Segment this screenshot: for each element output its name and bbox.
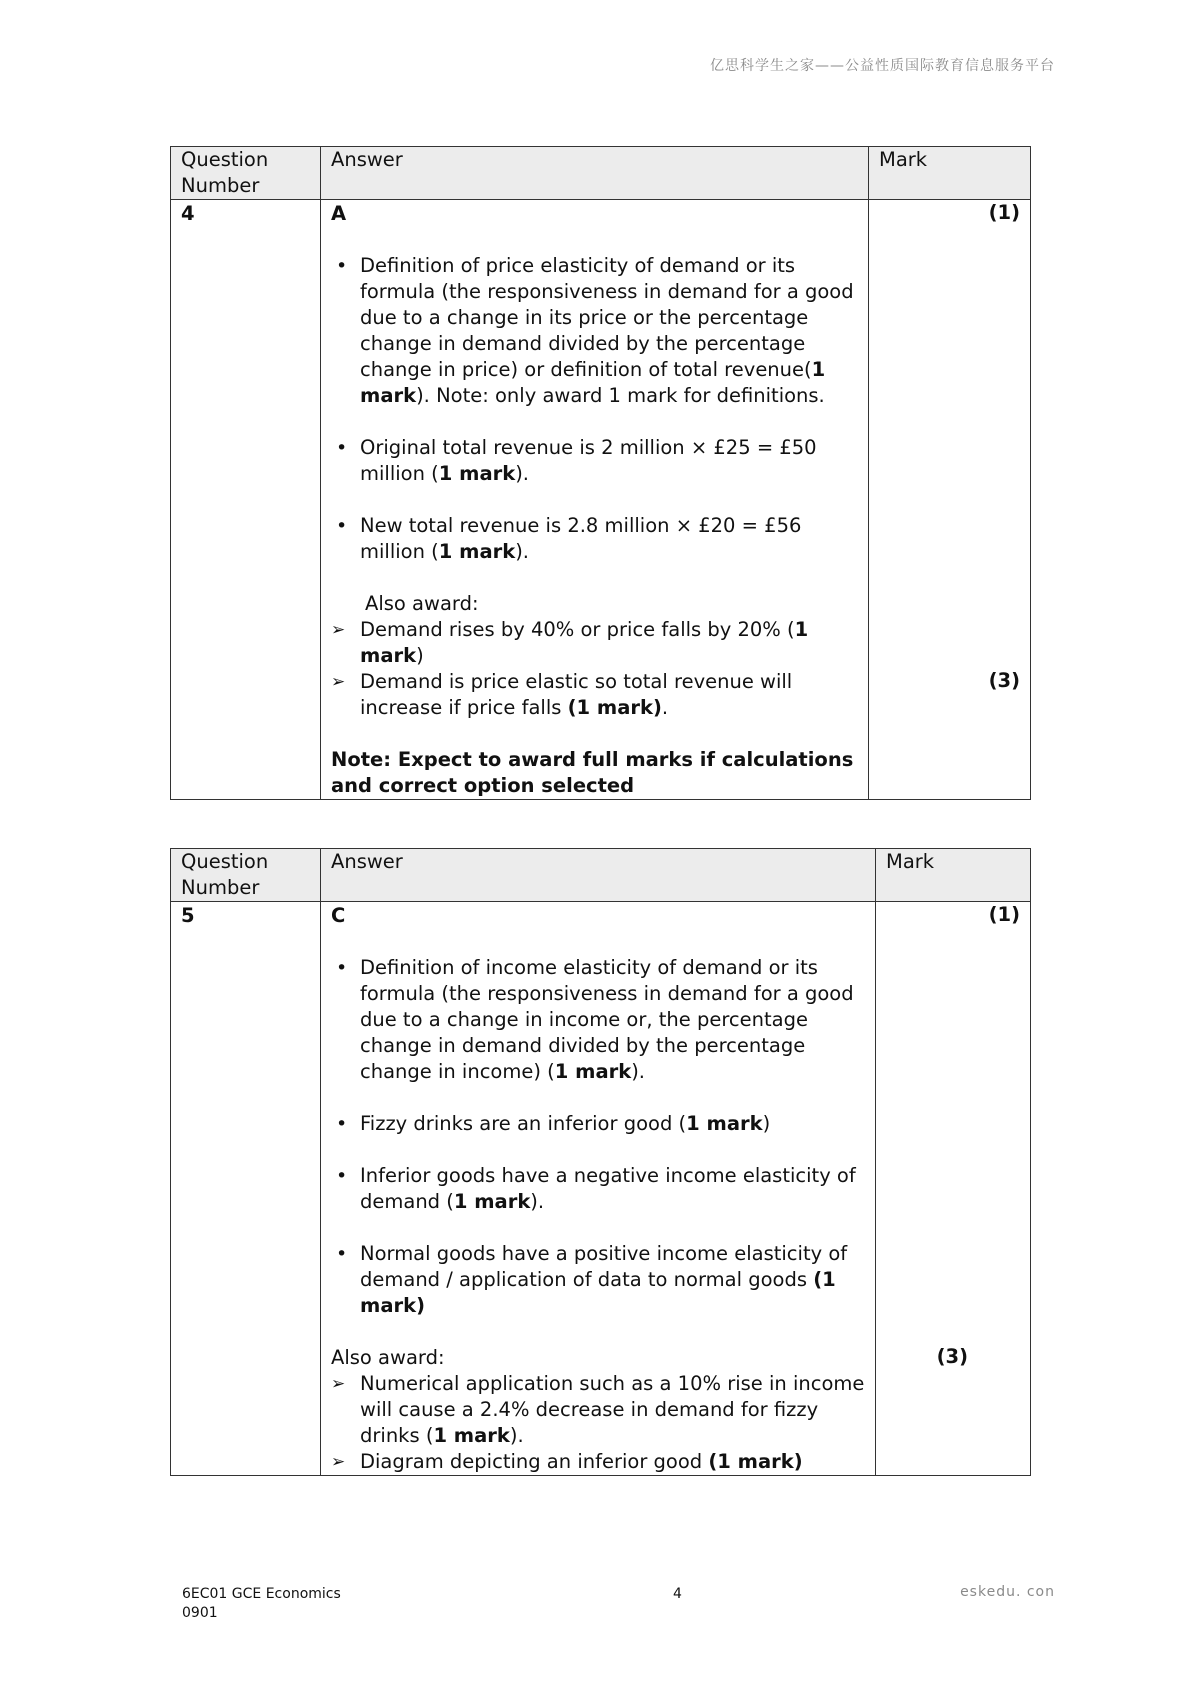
- also-award-item: ➢ Numerical application such as a 10% rise in income will cause a 2.4% decrease in demand for fizzy drinks (1 mark).: [331, 1371, 865, 1449]
- mark-value: (3): [988, 669, 1020, 692]
- question-number: 4: [171, 200, 321, 800]
- question-number: 5: [171, 902, 321, 1476]
- header-question-number: [171, 147, 321, 200]
- mark-cell: [876, 902, 1031, 1476]
- question-4-row: [171, 200, 1031, 800]
- criterion-bullet: • Definition of price elasticity of demand or its formula (the responsiveness in demand for a good due to a change in its price or the percentage change in demand divided by the percentage change in price) or definition of total revenue(1 mark). Note: only award 1 mark for definitions.: [331, 253, 858, 409]
- answer-cell: [321, 902, 876, 1476]
- question-5-row: [171, 902, 1031, 1476]
- header-question-number: [171, 849, 321, 902]
- criterion-bullet: • Original total revenue is 2 million × £25 = £50 million (1 mark).: [331, 435, 858, 487]
- criterion-bullet: • Inferior goods have a negative income elasticity of demand (1 mark).: [331, 1163, 865, 1215]
- footer-site: eskedu. con: [960, 1584, 1055, 1600]
- header-answer: Answer: [321, 147, 869, 200]
- also-award-label: Also award:: [365, 592, 479, 615]
- page-header: 亿思科学生之家——公益性质国际教育信息服务平台: [710, 58, 1055, 74]
- mark-value: (3): [936, 1345, 968, 1368]
- also-award-item: ➢ Demand is price elastic so total revenue will increase if price falls (1 mark).: [331, 669, 858, 721]
- criterion-bullet: • New total revenue is 2.8 million × £20 = £56 million (1 mark).: [331, 513, 858, 565]
- mark-value: (1): [988, 201, 1020, 224]
- footer-course: [182, 1585, 341, 1623]
- criterion-bullet: • Normal goods have a positive income elasticity of demand / application of data to normal goods (1 mark): [331, 1241, 865, 1319]
- page-number: 4: [673, 1586, 682, 1602]
- table-header-row: [171, 147, 1031, 200]
- footer-code: 6EC01 GCE Economics: [182, 1586, 341, 1602]
- also-award-item: ➢ Demand rises by 40% or price falls by 20% (1 mark): [331, 617, 858, 669]
- mark-cell: [869, 200, 1031, 800]
- answer-letter: A: [331, 202, 347, 225]
- header-answer: Answer: [321, 849, 876, 902]
- criterion-bullet: • Definition of income elasticity of demand or its formula (the responsiveness in demand for a good due to a change in income or, the percentage change in demand divided by the percentage change in income) (1 mark).: [331, 955, 865, 1085]
- header-number-label: Number: [181, 174, 260, 197]
- header-mark: Mark: [869, 147, 1031, 200]
- header-number-label: Number: [181, 876, 260, 899]
- question-5-table: [170, 848, 1031, 1476]
- table-header-row: [171, 849, 1031, 902]
- answer-cell: [321, 200, 869, 800]
- criterion-bullet: • Fizzy drinks are an inferior good (1 mark): [331, 1111, 865, 1137]
- answer-letter: C: [331, 904, 346, 927]
- question-4-table: [170, 146, 1031, 800]
- header-question-label: Question: [181, 850, 269, 873]
- marking-note: Note: Expect to award full marks if calculations and correct option selected: [331, 748, 854, 797]
- header-question-label: Question: [181, 148, 269, 171]
- header-mark: Mark: [876, 849, 1031, 902]
- also-award-item: ➢ Diagram depicting an inferior good (1 mark): [331, 1449, 865, 1475]
- mark-value: (1): [988, 903, 1020, 926]
- footer-date: 0901: [182, 1605, 218, 1621]
- also-award-label: Also award:: [331, 1346, 445, 1369]
